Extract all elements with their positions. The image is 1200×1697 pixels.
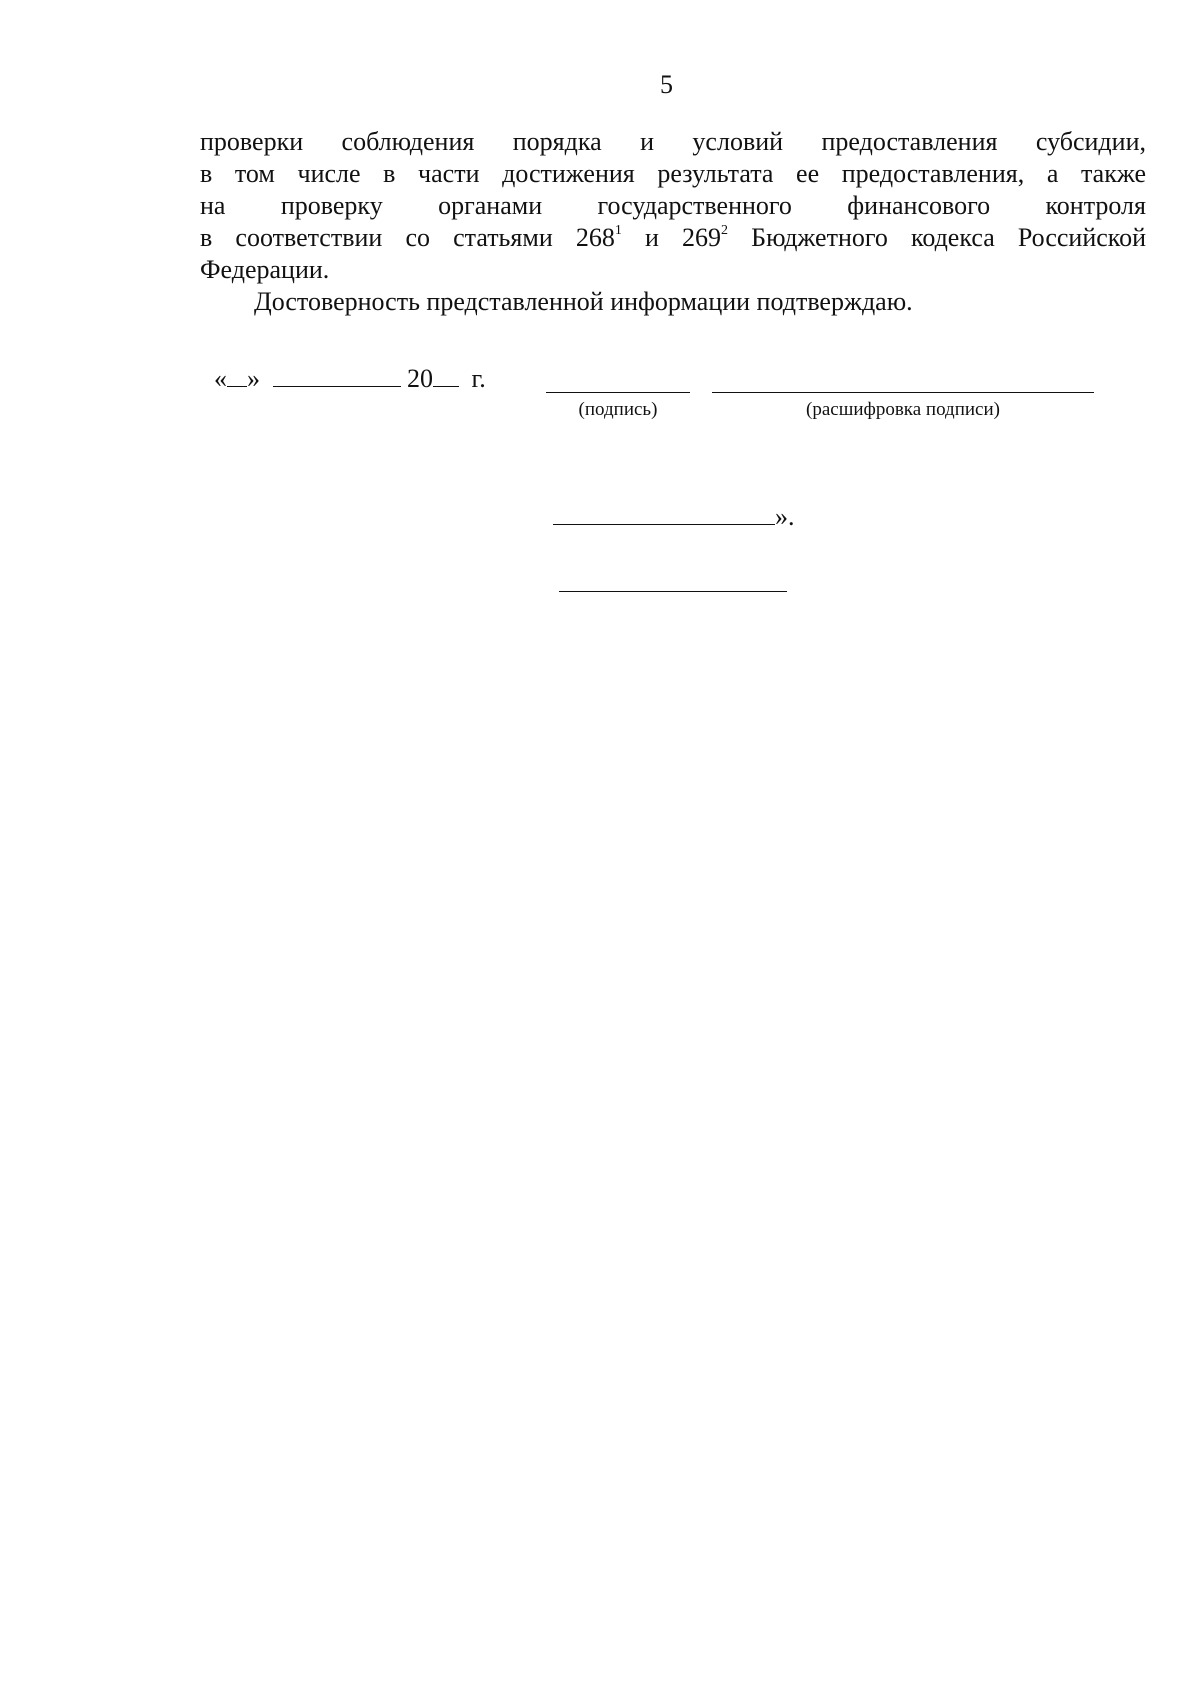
paragraph-1-line-2: в том числе в части достижения результата ее предоставления, а также [200, 159, 1146, 188]
closing-quote: ». [775, 502, 795, 531]
page-number: 5 [660, 70, 673, 99]
signature-decoding-caption: (расшифровка подписи) [806, 399, 1000, 420]
paragraph-1-line-3: на проверку органами государственного финансового контроля [200, 191, 1146, 220]
day-blank[interactable] [227, 362, 247, 387]
paragraph-1-line-4 [200, 222, 1146, 254]
date-field-group [214, 362, 486, 395]
paragraph-1-line-5: Федерации. [200, 255, 330, 284]
quote-close: » [247, 364, 260, 393]
end-of-form-mark [553, 500, 795, 533]
signature-decoding-line[interactable] [712, 392, 1094, 393]
year-prefix: 20 [407, 364, 433, 393]
document-end-separator [559, 591, 787, 592]
quote-open: « [214, 364, 227, 393]
line-4-part-c: Бюджетного кодекса Российской [728, 223, 1146, 252]
footnote-superscript-1: 1 [614, 223, 622, 238]
paragraph-2-confirmation: Достоверность представленной информации подтверждаю. [254, 287, 913, 316]
date-signature-row [214, 362, 1114, 402]
end-line [553, 500, 775, 525]
page-number-container [0, 70, 1200, 102]
year-suffix: г. [471, 364, 486, 393]
footnote-superscript-2: 2 [721, 223, 729, 238]
signature-line[interactable] [546, 392, 690, 393]
signature-caption: (подпись) [578, 399, 658, 420]
document-body [200, 126, 1146, 318]
year-blank[interactable] [433, 362, 459, 387]
line-4-part-a: в соответствии со статьями 268 [200, 223, 615, 252]
paragraph-1-line-1: проверки соблюдения порядка и условий предоставления субсидии, [200, 127, 1146, 156]
line-4-part-b: и 269 [621, 223, 722, 252]
month-blank[interactable] [273, 362, 401, 387]
